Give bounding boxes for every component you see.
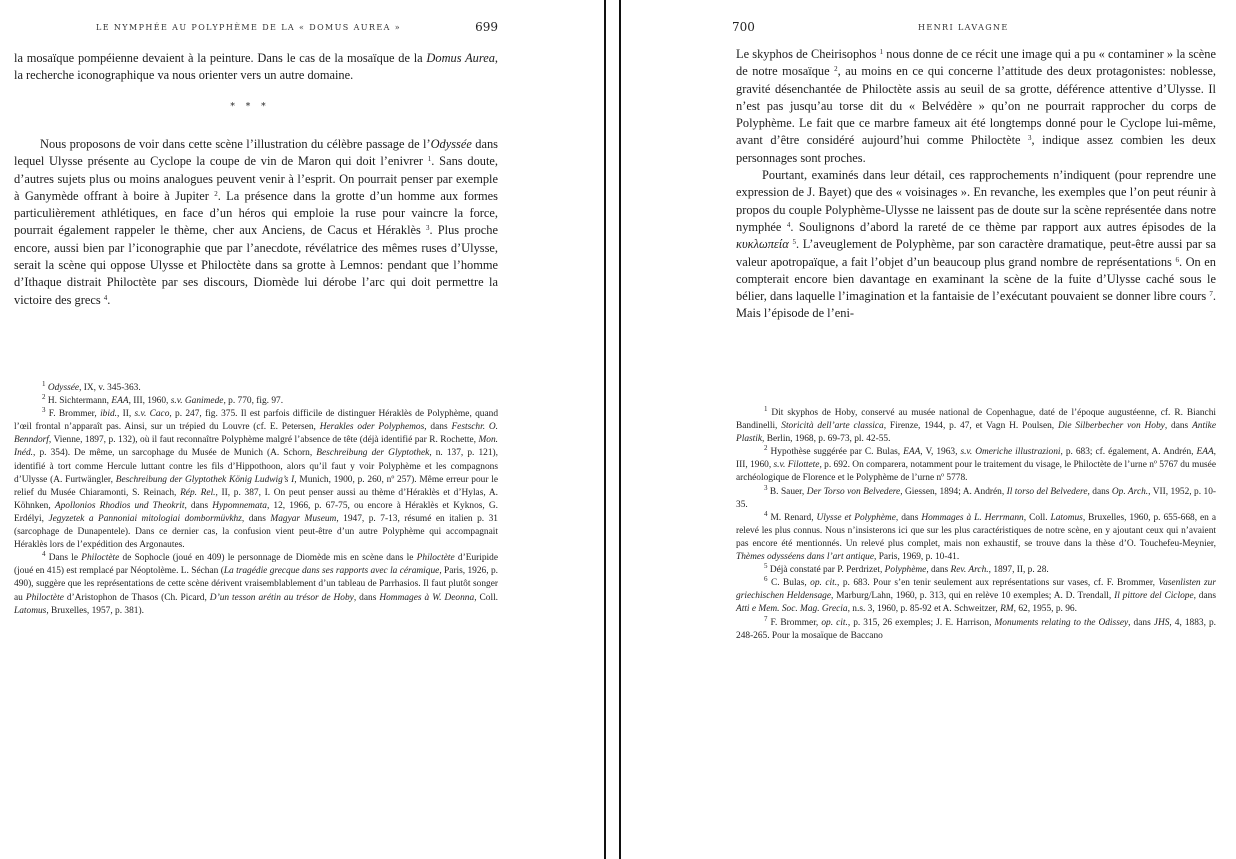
text-run: , p. 354). De même, un sarcophage du Musée de Munich (A. Schorn, bbox=[33, 448, 317, 459]
text-run: , n. 137, p. 121), identifié à tort comme Hercule luttant contre les fils d’Hippothoon, alors qu’il faut y voir Polyphème et les compagnons d’Ulysse (A. Furtwängler, bbox=[14, 448, 499, 485]
left-running-head bbox=[14, 20, 498, 36]
text-run: Pourtant, examinés dans leur détail, ces rapprochements n’indiquent (pour reprendre une expression de J. Bayet) que des « voisinages ». En revanche, les exemples que l’on peut réunir à propos du couple Polyphème-Ulysse ne laissent pas de doute sur la scène représentée dans notre nymphée bbox=[736, 168, 1216, 234]
italic-run: Der Torso von Belvedere bbox=[806, 486, 901, 497]
text-run: . Plus proche encore, aussi bien par l’iconographie que par l’anecdote, révélatrice des mêmes ruses d’Ulysse, serait la scène qui oppose Ulysse et Philoctète dans sa grotte à Lemnos: pendant que l’homme d’Ithaque distrait Philoctète par ses discours, Diomède lui dérobe l’arc qui doit permettre la victoire des grecs bbox=[14, 223, 498, 307]
paragraph bbox=[736, 407, 1216, 446]
text-run: , Coll. bbox=[474, 592, 499, 603]
text-run: , Firenze, 1944, p. 47, et Vagn H. Poulsen, bbox=[883, 421, 1058, 432]
text-run: , 62, 1955, p. 96. bbox=[1013, 604, 1077, 615]
paragraph bbox=[736, 564, 1216, 577]
left-running-title: LE NYMPHÉE AU POLYPHÈME DE LA « DOMUS AUREA » bbox=[96, 23, 402, 32]
text-run: , p. 683; cf. également, A. Andrén, bbox=[1060, 447, 1197, 458]
italic-run: Thèmes odysséens dans l’art antique bbox=[736, 552, 875, 563]
text-run: , II, bbox=[117, 409, 135, 420]
paragraph bbox=[14, 408, 498, 552]
text-run: , dans bbox=[1128, 617, 1154, 628]
text-run: F. Brommer, bbox=[45, 409, 101, 420]
italic-run: Jegyzetek a Pannoniai mitologiai dombormüvkhz bbox=[48, 513, 242, 524]
text-run: , p. 315, 26 exemples; J. E. Harrison, bbox=[847, 617, 995, 628]
italic-run: EAA bbox=[111, 396, 129, 407]
italic-run: s.v. Caco bbox=[134, 409, 170, 420]
text-run: H. Sichtermann, bbox=[45, 396, 112, 407]
note-ref: 4 bbox=[42, 550, 46, 559]
italic-run: EAA bbox=[903, 447, 921, 458]
paragraph bbox=[736, 167, 1216, 323]
italic-run: La tragédie grecque dans ses rapports avec la céramique bbox=[223, 566, 440, 577]
text-run: , dans bbox=[241, 513, 271, 524]
text-run: , 1897, II, p. 28. bbox=[988, 565, 1049, 576]
text-run: . On en compterait encore bien davantage en examinant la scène de la fuite d’Ulysse caché sous le bélier, dans laquelle l’imagination et la fantaisie de l’exécutant pouvaient se donner libre cours bbox=[736, 254, 1216, 304]
text-run: M. Renard, bbox=[767, 512, 817, 523]
text-run: , II, p. 387, I. On peut penser aussi au thème d’Héraklès et d’Hylas, A. Köhnken, bbox=[14, 487, 498, 511]
paragraph bbox=[736, 509, 1216, 564]
paragraph bbox=[14, 552, 498, 617]
note-ref: 4 bbox=[786, 220, 791, 229]
note-ref: 7 bbox=[764, 614, 768, 623]
text-run: , dans bbox=[1193, 591, 1216, 602]
text-run: , III, 1960, bbox=[128, 396, 171, 407]
note-ref: 1 bbox=[879, 48, 884, 56]
text-run: Déjà constaté par P. Perdrizet, bbox=[767, 565, 885, 576]
text-run: . Sans doute, d’autres sujets plus ou moins analogues peuvent venir à l’esprit. On pourrait penser par exemple à Ganymède offrant à boire à Jupiter bbox=[14, 154, 498, 203]
italic-run: Polyphème bbox=[884, 565, 927, 576]
right-running-title: HENRI LAVAGNE bbox=[918, 23, 1009, 32]
italic-run: Latomus bbox=[1050, 512, 1083, 523]
text-run: Hypothèse suggérée par C. Bulas, bbox=[767, 447, 904, 458]
text-run: , p. 683. Pour s’en tenir seulement aux représentations sur vases, cf. F. Brommer, bbox=[837, 578, 1159, 589]
italic-run: Antike Plastik bbox=[736, 421, 1217, 445]
text-run: , dans bbox=[895, 512, 922, 523]
right-page-number: 700 bbox=[732, 20, 755, 34]
text-run: F. Brommer, bbox=[767, 617, 822, 628]
text-run: , dans bbox=[184, 500, 213, 511]
italic-run: Festschr. O. Benndorf bbox=[14, 422, 498, 446]
text-run: , la recherche iconographique va nous orienter vers un autre domaine. bbox=[14, 51, 498, 83]
italic-run: D’un tesson arétin au trésor de Hoby bbox=[209, 592, 354, 603]
text-run: , p. 247, fig. 375. Il est parfois difficile de distinguer Héraklès de Polyphème, quand l’œil frontal n’apparaît pas. Ainsi, sur un trépied du Louvre (cf. E. Petersen, bbox=[14, 409, 499, 433]
note-ref: 2 bbox=[42, 393, 46, 402]
left-page-number: 699 bbox=[475, 20, 498, 34]
text-run: , 4, 1883, p. 248-265. Pour la mosaïque de Baccano bbox=[736, 617, 1217, 641]
text-run: . Soulignons d’abord la rareté de ce thème par rapport aux autres épisodes de la bbox=[790, 219, 1216, 234]
italic-run: Philoctète bbox=[25, 592, 64, 603]
italic-run: ibid. bbox=[100, 409, 118, 420]
left-body-main bbox=[14, 136, 498, 309]
text-run: nous donne de ce récit une image qui a pu « contaminer » la scène de notre mosaïque bbox=[736, 47, 1216, 79]
right-page bbox=[612, 0, 1236, 859]
text-run: , Paris, 1969, p. 10-41. bbox=[874, 552, 960, 563]
text-run: , dans bbox=[1164, 421, 1193, 432]
italic-run: Odyssée bbox=[430, 137, 472, 151]
text-run: B. Sauer, bbox=[767, 486, 807, 497]
italic-run: JHS bbox=[1153, 617, 1170, 628]
text-run: , Berlin, 1968, p. 69-73, pl. 42-55. bbox=[762, 434, 891, 445]
note-ref: 7 bbox=[1209, 290, 1213, 299]
text-run: , Bruxelles, 1960, p. 655-668, en a relevé les plus connus. Nous n’insisterons ici que sur les plus caractéristiques de notre scène, en y ajoutant ceux qui n’avaient pas encore été mentionnés. Un relevé plus complet, mais non exhaustif, se trouve dans la thèse d’O. Touchefeu-Meynier, bbox=[736, 512, 1216, 549]
italic-run: Atti e Mem. Soc. Mag. Grecia bbox=[736, 604, 848, 615]
text-run: , VII, 1952, p. 10-35. bbox=[736, 486, 1217, 510]
text-run: , dans bbox=[1087, 486, 1112, 497]
note-ref: 5 bbox=[792, 238, 796, 247]
asterism: * * * bbox=[230, 102, 270, 112]
text-run: Nous proposons de voir dans cette scène l’illustration du célèbre passage de l’ bbox=[40, 137, 431, 151]
italic-run: Beschreibung der Glyptothek bbox=[316, 448, 430, 459]
text-run: , Paris, 1926, p. 490), suggère que les représentations de cette scène dérivent vraisemblablement d’un tableau de Parrhasios. Il faut plutôt songer au bbox=[14, 566, 498, 603]
note-ref: 1 bbox=[764, 405, 768, 413]
text-run: , III, 1960, bbox=[736, 447, 1217, 471]
note-ref: 3 bbox=[764, 483, 768, 492]
note-ref: 4 bbox=[103, 293, 108, 302]
text-run: , Coll. bbox=[1023, 512, 1051, 523]
italic-run: op. cit. bbox=[810, 578, 838, 589]
text-run: Le skyphos de Cheirisophos bbox=[736, 47, 880, 61]
left-footnotes bbox=[14, 382, 498, 618]
note-ref: 5 bbox=[764, 562, 768, 571]
italic-run: s.v. Omeriche illustrazioni bbox=[960, 447, 1061, 458]
italic-run: Mon. Inéd. bbox=[14, 435, 498, 459]
note-ref: 3 bbox=[42, 406, 46, 415]
paragraph bbox=[14, 382, 498, 395]
italic-run: Rép. Rel. bbox=[180, 487, 216, 498]
text-run: , Vienne, 1897, p. 132), où il faut reconnaître Polyphème malgré l’absence de tête (déjà identifié par R. Rochette, bbox=[48, 435, 479, 446]
text-run: d’Aristophon de Thasos (Ch. Picard, bbox=[63, 592, 210, 603]
italic-run: κυκλωπεία bbox=[736, 237, 789, 252]
text-run: la mosaïque pompéienne devaient à la peinture. Dans le cas de la mosaïque de la bbox=[14, 51, 427, 65]
italic-run: Latomus bbox=[14, 605, 47, 616]
text-run: , n.s. 3, 1960, p. 85-92 et A. Schweitzer, bbox=[847, 604, 1001, 615]
note-ref: 3 bbox=[426, 224, 430, 233]
italic-run: Philoctète bbox=[81, 553, 120, 564]
text-run: , Bruxelles, 1957, p. 381). bbox=[46, 605, 144, 616]
paragraph bbox=[736, 577, 1216, 616]
right-running-head bbox=[732, 20, 1216, 36]
italic-run: Il pittore del Ciclope bbox=[1114, 591, 1194, 602]
text-run: , Marburg/Lahn, 1960, p. 313, qui en relève 10 exemples; A. D. Trendall, bbox=[831, 591, 1115, 602]
text-run: , dans bbox=[926, 565, 951, 576]
italic-run: Il torso del Belvedere bbox=[1006, 486, 1088, 497]
italic-run: Herakles oder Polyphemos bbox=[319, 422, 425, 433]
italic-run: Storicità dell’arte classica bbox=[781, 421, 884, 432]
note-ref: 6 bbox=[764, 575, 768, 584]
italic-run: Hypomnemata bbox=[212, 500, 267, 511]
italic-run: Ulysse et Polyphème bbox=[816, 512, 896, 523]
paragraph bbox=[736, 46, 1216, 167]
italic-run: EAA bbox=[1196, 447, 1214, 458]
italic-run: Odyssée bbox=[47, 383, 80, 393]
note-ref: 6 bbox=[1175, 255, 1179, 264]
note-ref: 2 bbox=[214, 189, 218, 198]
text-run: , 12, 1966, p. 67-75, ou encore à Héraklès et Kyknos, G. Erdélyi, bbox=[14, 500, 499, 524]
text-run: Dit skyphos de Hoby, conservé au musée national de Copenhague, daté de l’époque augustéenne, cf. R. Bianchi Bandinelli, bbox=[736, 408, 1216, 432]
italic-run: Hommages à W. Deonna bbox=[379, 592, 475, 603]
italic-run: Philoctète bbox=[416, 553, 455, 564]
text-run: . La présence dans la grotte d’un homme aux formes particulièrement athlétiques, en face d’un héros qui emploie la ruse pour vaincre la force, pourrait également rappeler le thème, cher aux Anciens, de Cacus et Héraklès bbox=[14, 188, 498, 238]
italic-run: RM bbox=[1000, 604, 1014, 615]
italic-run: Op. Arch. bbox=[1111, 486, 1149, 497]
right-body bbox=[736, 46, 1216, 323]
text-run: , IX, v. 345-363. bbox=[79, 383, 141, 393]
italic-run: Vasenlisten zur griechischen Heldensage bbox=[736, 578, 1217, 602]
text-run: , indique assez combien les deux personnages sont proches. bbox=[736, 133, 1216, 165]
italic-run: Rev. Arch. bbox=[950, 565, 989, 576]
paragraph bbox=[736, 483, 1217, 512]
text-run: , p. 770, fig. 97. bbox=[223, 396, 284, 407]
italic-run: Magyar Museum bbox=[270, 513, 337, 524]
italic-run: Beschreibung der Glyptothek König Ludwig’s I bbox=[115, 474, 295, 485]
italic-run: s.v. Filottete bbox=[773, 460, 820, 471]
right-footnotes bbox=[736, 407, 1216, 643]
note-ref: 1 bbox=[42, 380, 46, 388]
italic-run: Apollonios Rhodios und Theokrit bbox=[54, 500, 185, 511]
paragraph bbox=[736, 446, 1216, 485]
text-run: d’Euripide (joué en 415) est remplacé par Néoptolème. L. Séchan ( bbox=[14, 553, 498, 577]
text-run: , Munich, 1900, p. 260, nº 257). Même erreur pour le relief du Musée Chiaramonti, S. Reinach, bbox=[14, 474, 498, 498]
text-run: , dans bbox=[353, 592, 380, 603]
paragraph bbox=[14, 136, 498, 309]
left-page bbox=[0, 0, 604, 859]
italic-run: s.v. Ganimede bbox=[170, 396, 224, 407]
paragraph bbox=[736, 614, 1217, 643]
paragraph bbox=[14, 50, 498, 85]
gutter-line-left bbox=[604, 0, 606, 859]
italic-run: Domus Aurea bbox=[426, 51, 495, 65]
italic-run: Die Silberbecher von Hoby bbox=[1058, 421, 1165, 432]
italic-run: Monuments relating to the Odissey bbox=[994, 617, 1129, 628]
italic-run: Hommages à L. Herrmann bbox=[921, 512, 1024, 523]
note-ref: 2 bbox=[834, 65, 838, 74]
text-run: de Sophocle (joué en 409) le personnage de Diomède mis en scène dans le bbox=[119, 553, 417, 564]
text-run: , au moins en ce qui concerne l’attitude des deux protagonistes: noblesse, gravité désenchantée de Philoctète assis au seuil de sa grotte, déférence attentive d’Ulysse. Il n’est pas jusqu’au torse dit du « Belvédère » qu’on ne pourrait rapprocher du corps de Polyphème. Le fait que ce marbre fameux ait été longtemps donné pour le Cyclope lui-même, avant d’être considéré aujourd’hui comme Philoctète bbox=[736, 64, 1216, 148]
text-run: . Mais l’épisode de l’eni- bbox=[736, 289, 1216, 321]
note-ref: 1 bbox=[427, 155, 432, 164]
text-run: , V, 1963, bbox=[920, 447, 961, 458]
text-run: , 1947, p. 7-13, résumé en italien p. 31 (sarcophage de Dunapentele). Dans ce dernier cas, la confusion vient peut-être d’un autre Polyphème qui accompagnait Héraklès lors de l’expédition des Argonautes. bbox=[14, 513, 498, 551]
paragraph bbox=[14, 395, 498, 408]
italic-run: op. cit. bbox=[821, 617, 848, 628]
left-body-top bbox=[14, 50, 498, 85]
text-run: Dans le bbox=[45, 553, 82, 564]
text-run: . bbox=[107, 292, 111, 307]
note-ref: 3 bbox=[1028, 134, 1032, 143]
text-run: dans lequel Ulysse présente au Cyclope la coupe de vin de Maron qui doit l’enivrer bbox=[14, 137, 499, 169]
text-run: , p. 692. On comparera, notamment pour le traitement du visage, le Philoctète de l’urne nº 5767 du musée archéologique de Florence et le Polyphème de l’urne nº 5778. bbox=[736, 460, 1216, 484]
text-run: . L’aveuglement de Polyphème, par son caractère dramatique, peut-être aussi par sa valeur apotropaïque, a fait l’objet d’un beaucoup plus grand nombre de représentations bbox=[736, 237, 1216, 269]
text-run: C. Bulas, bbox=[767, 578, 811, 589]
note-ref: 2 bbox=[764, 444, 768, 453]
text-run: , dans bbox=[424, 422, 452, 433]
note-ref: 4 bbox=[764, 509, 768, 518]
text-run: , Giessen, 1894; A. Andrén, bbox=[900, 486, 1007, 497]
